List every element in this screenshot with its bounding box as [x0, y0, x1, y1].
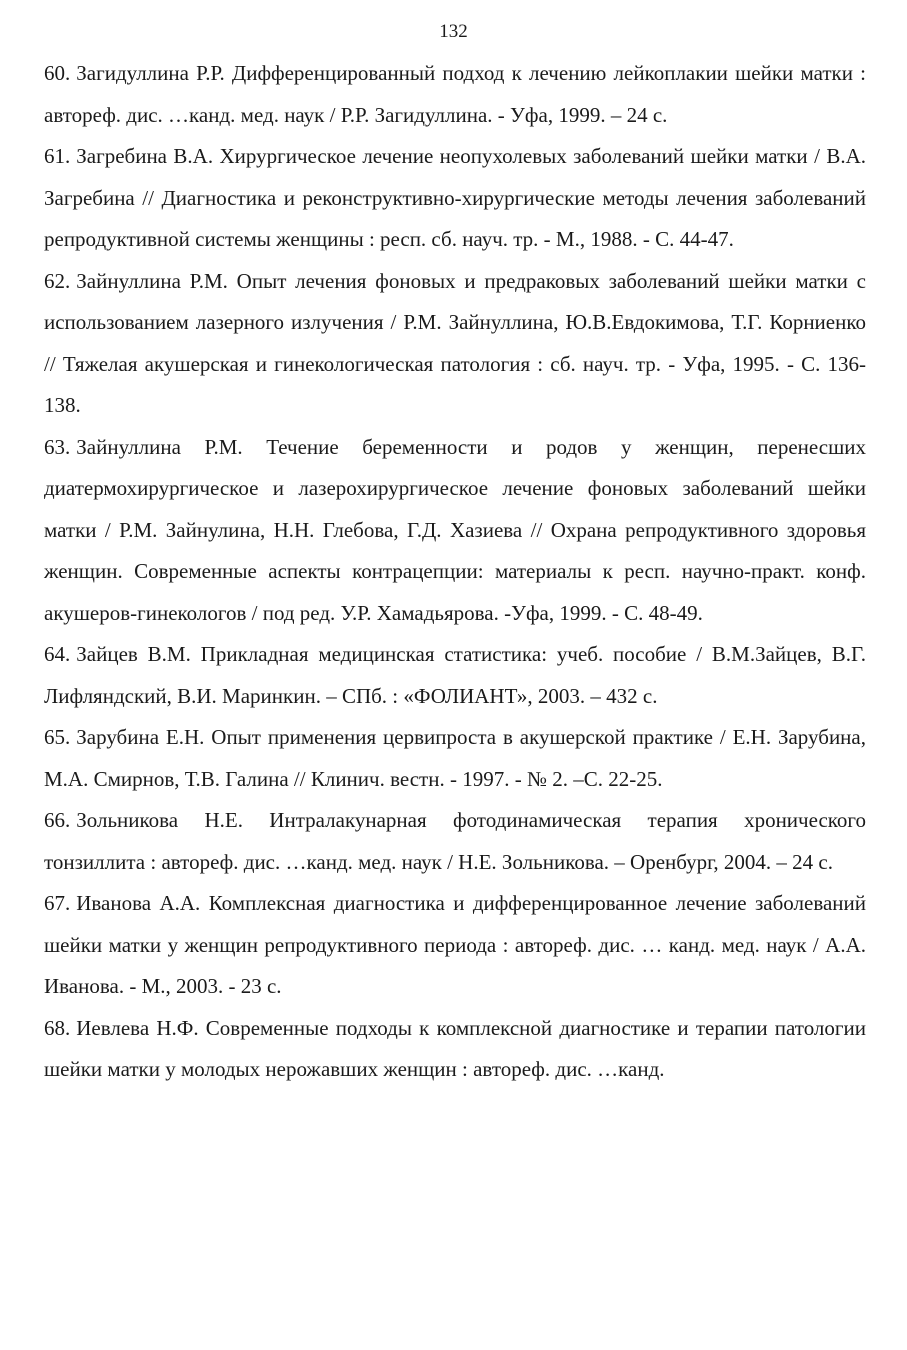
reference-item	[44, 1008, 866, 1091]
reference-number: 66.	[44, 808, 71, 832]
reference-number: 65.	[44, 725, 71, 749]
reference-list	[44, 53, 866, 1091]
page-number: 132	[439, 21, 468, 42]
reference-number: 68.	[44, 1015, 71, 1040]
reference-number: 62.	[44, 268, 71, 293]
reference-text: Зайнуллина Р.М. Опыт лечения фоновых и предраковых заболеваний шейки матки с использованием лазерного излучения / Р.М. Зайнуллина, Ю.В.Евдокимова, Т.Г. Корниенко // Тяжелая акушерская и гинекологическая патология : сб. науч. тр. - Уфа, 1995. - С. 136-138.	[44, 268, 866, 417]
reference-text: Зольникова Н.Е. Интралакунарная фотодинамическая терапия хронического тонзиллита : автореф. дис. …канд. мед. наук / Н.Е. Зольникова. – Оренбург, 2004. – 24 с.	[44, 808, 866, 874]
reference-item	[44, 717, 866, 800]
reference-item	[44, 883, 866, 1008]
reference-number: 60.	[44, 61, 71, 85]
reference-item	[44, 53, 866, 136]
reference-text: Загребина В.А. Хирургическое лечение неопухолевых заболеваний шейки матки / В.А. Загребина // Диагностика и реконструктивно-хирургические методы лечения заболеваний репродуктивной системы женщины : респ. сб. науч. тр. - М., 1988. - С. 44-47.	[44, 144, 866, 251]
reference-item	[44, 261, 866, 427]
reference-text: Загидуллина Р.Р. Дифференцированный подход к лечению лейкоплакии шейки матки : автореф. дис. …канд. мед. наук / Р.Р. Загидуллина. - Уфа, 1999. – 24 с.	[44, 61, 866, 127]
reference-text: Иванова А.А. Комплексная диагностика и дифференцированное лечение заболеваний шейки матки у женщин репродуктивного периода : автореф. дис. … канд. мед. наук / А.А. Иванова. - М., 2003. - 23 с.	[44, 891, 866, 998]
reference-item	[44, 136, 866, 261]
reference-text: Зайцев В.М. Прикладная медицинская статистика: учеб. пособие / В.М.Зайцев, В.Г. Лифляндский, В.И. Маринкин. – СПб. : «ФОЛИАНТ», 2003. – 432 с.	[44, 642, 866, 708]
reference-number: 61.	[44, 144, 71, 168]
reference-number: 63.	[44, 434, 71, 459]
reference-text: Иевлева Н.Ф. Современные подходы к комплексной диагностике и терапии патологии шейки матки у молодых нерожавших женщин : автореф. дис. …канд.	[44, 1015, 866, 1081]
reference-text: Зарубина Е.Н. Опыт применения цервипроста в акушерской практике / Е.Н. Зарубина, М.А. Смирнов, Т.В. Галина // Клинич. вестн. - 1997. - № 2. –С. 22-25.	[44, 725, 866, 791]
reference-number: 64.	[44, 642, 71, 666]
reference-item	[44, 427, 866, 635]
reference-text: Зайнуллина Р.М. Течение беременности и родов у женщин, перенесших диатермохирургическое и лазерохирургическое лечение фоновых заболеваний шейки матки / Р.М. Зайнулина, Н.Н. Глебова, Г.Д. Хазиева // Охрана репродуктивного здоровья женщин. Современные аспекты контрацепции: материалы к респ. научно-практ. конф. акушеров-гинекологов / под ред. У.Р. Хамадьярова. -Уфа, 1999. - С. 48-49.	[44, 434, 866, 625]
reference-item	[44, 800, 866, 883]
reference-number: 67.	[44, 891, 71, 915]
reference-item	[44, 634, 866, 717]
